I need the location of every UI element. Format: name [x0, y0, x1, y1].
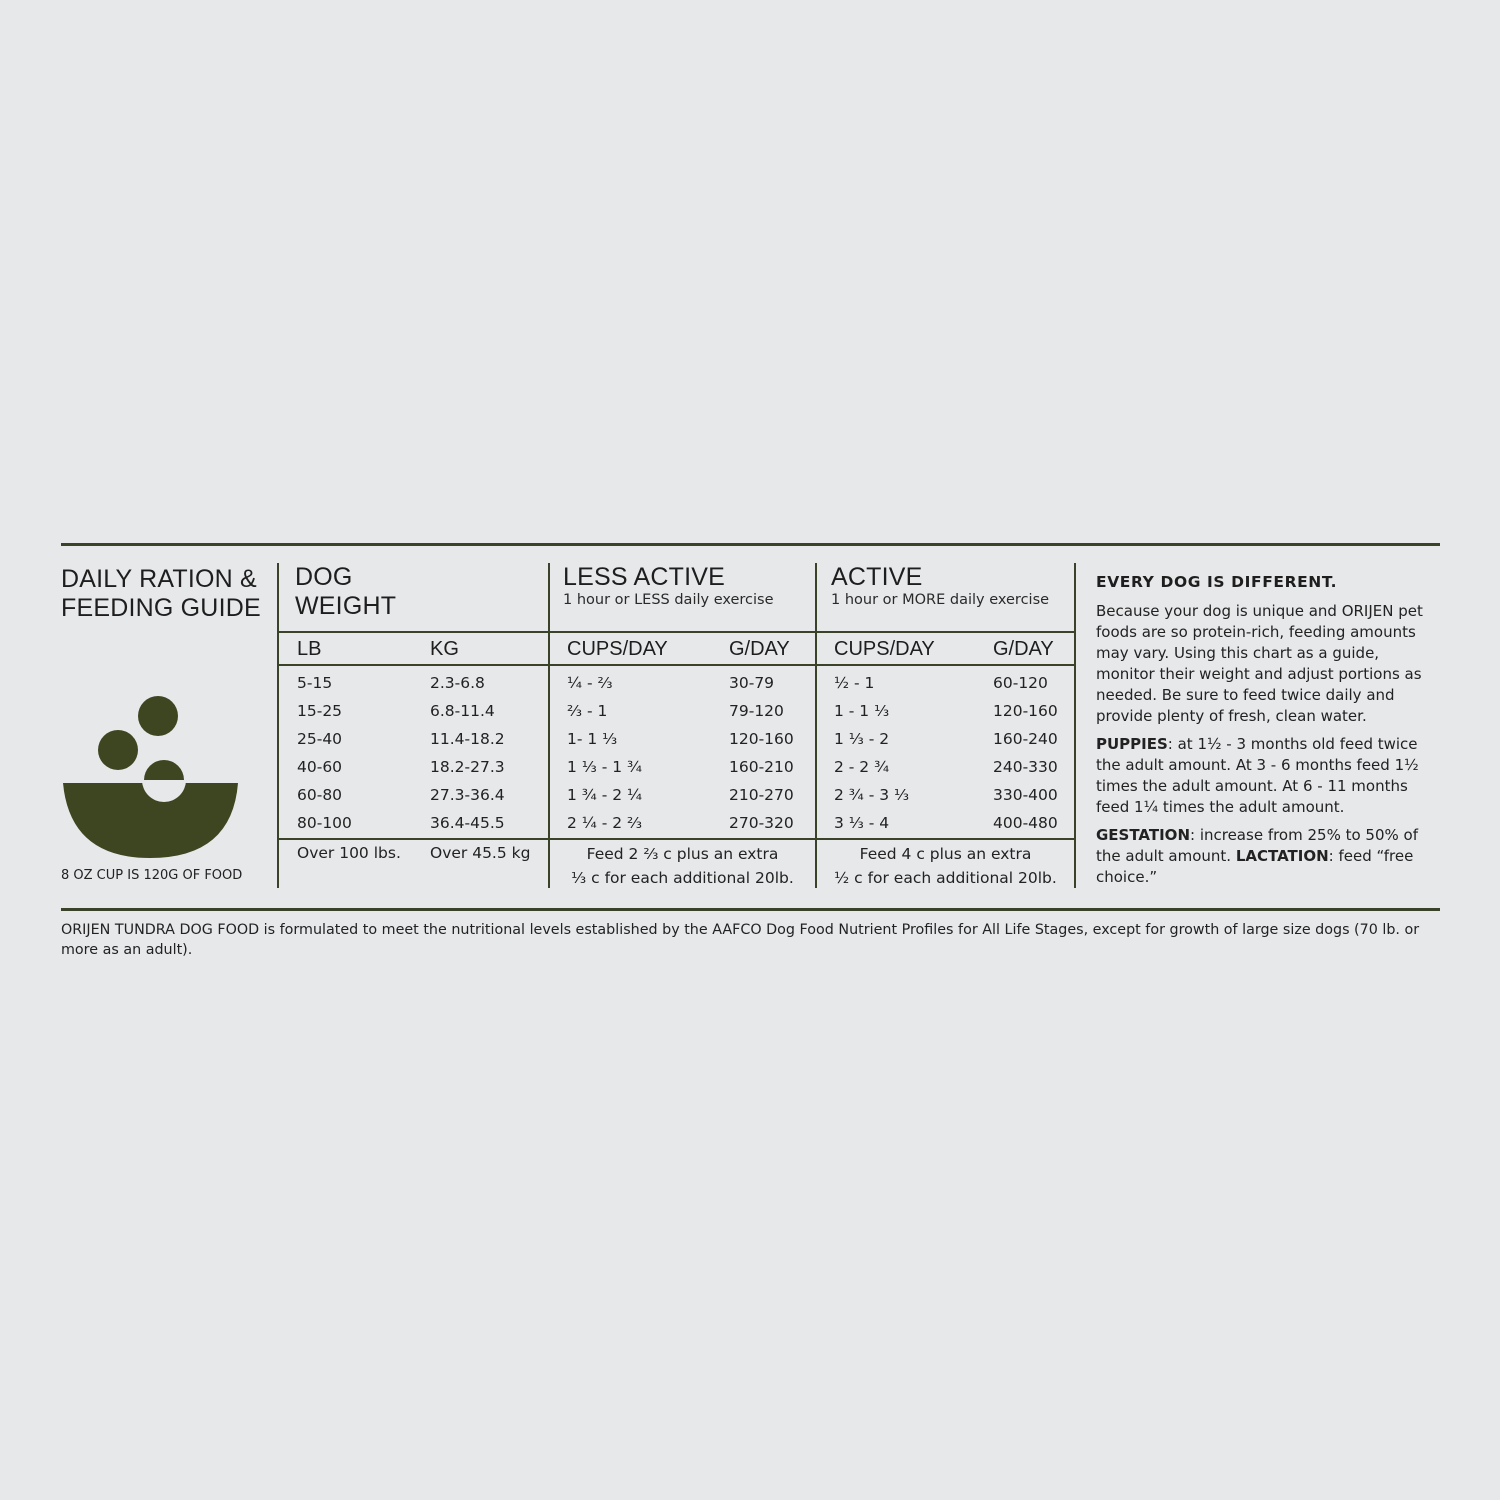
- cup-note: 8 OZ CUP IS 120G OF FOOD: [61, 868, 243, 883]
- active-extra-note: Feed 4 c plus an extra ½ c for each additional 20lb.: [834, 845, 1057, 887]
- cell-lb: 5-15: [297, 674, 333, 692]
- less-active-extra-note: Feed 2 ⅔ c plus an extra ⅓ c for each additional 20lb.: [571, 845, 794, 887]
- kibble-icon: [138, 696, 178, 736]
- food-bowl-icon: [60, 690, 242, 865]
- cell-less-cups: 2 ¼ - 2 ⅔: [567, 814, 643, 832]
- cell-kg: 36.4-45.5: [430, 814, 505, 832]
- puppies-paragraph: PUPPIES: at 1½ - 3 months old feed twice the adult amount. At 3 - 6 months feed 1½ times the adult amount. At 6 - 11 months feed 1¼ times the adult amount.: [1096, 735, 1419, 816]
- col-header-lb: LB: [297, 638, 322, 660]
- cell-active-g: 60-120: [993, 674, 1048, 692]
- cell-active-g: 330-400: [993, 786, 1058, 804]
- cell-less-cups: ¼ - ⅔: [567, 674, 613, 692]
- active-title: ACTIVE: [831, 563, 923, 591]
- guide-title: DAILY RATION & FEEDING GUIDE: [61, 565, 261, 622]
- kibble-icon: [98, 730, 138, 770]
- cell-lb: 60-80: [297, 786, 343, 804]
- cell-less-g: 120-160: [729, 730, 794, 748]
- cell-less-cups: 1- 1 ⅓: [567, 730, 618, 748]
- over-row-lb: Over 100 lbs.: [297, 844, 401, 862]
- lactation-label: LACTATION: [1235, 847, 1329, 865]
- cell-kg: 27.3-36.4: [430, 786, 505, 804]
- puppies-label: PUPPIES: [1096, 735, 1168, 753]
- cell-lb: 80-100: [297, 814, 352, 832]
- col-header-kg: KG: [430, 638, 459, 660]
- cell-active-cups: 2 ¾ - 3 ⅓: [834, 786, 910, 804]
- col-header-active-cups: CUPS/DAY: [834, 638, 935, 660]
- cell-less-g: 79-120: [729, 702, 784, 720]
- cell-kg: 2.3-6.8: [430, 674, 485, 692]
- cell-active-cups: 3 ⅓ - 4: [834, 814, 890, 832]
- right-panel-heading: EVERY DOG IS DIFFERENT.: [1096, 573, 1338, 591]
- cell-kg: 18.2-27.3: [430, 758, 505, 776]
- cell-lb: 40-60: [297, 758, 343, 776]
- cell-less-g: 160-210: [729, 758, 794, 776]
- cell-kg: 6.8-11.4: [430, 702, 495, 720]
- col-header-less-cups: CUPS/DAY: [567, 638, 668, 660]
- cell-active-g: 240-330: [993, 758, 1058, 776]
- less-active-title: LESS ACTIVE: [563, 563, 725, 591]
- table-header-rule: [277, 631, 1076, 633]
- col-header-active-g: G/DAY: [993, 638, 1054, 660]
- cell-active-g: 160-240: [993, 730, 1058, 748]
- cell-less-g: 30-79: [729, 674, 775, 692]
- top-rule: [61, 543, 1440, 546]
- cell-kg: 11.4-18.2: [430, 730, 505, 748]
- cell-lb: 25-40: [297, 730, 343, 748]
- cell-active-g: 120-160: [993, 702, 1058, 720]
- cell-less-cups: ⅔ - 1: [567, 702, 608, 720]
- gestation-paragraph: GESTATION: increase from 25% to 50% of the adult amount. LACTATION: feed “free choice.”: [1096, 826, 1418, 886]
- cell-less-cups: 1 ¾ - 2 ¼: [567, 786, 643, 804]
- gestation-label: GESTATION: [1096, 826, 1190, 844]
- footer-disclaimer: ORIJEN TUNDRA DOG FOOD is formulated to meet the nutritional levels established by the AAFCO Dog Food Nutrient Profiles for All Life Stages, except for growth of large size dogs (70 lb. or more as an adult).: [61, 922, 1420, 958]
- cell-lb: 15-25: [297, 702, 343, 720]
- right-panel-intro: Because your dog is unique and ORIJEN pet foods are so protein-rich, feeding amounts may vary. Using this chart as a guide, monitor their weight and adjust portions as needed. Be sure to feed twice daily and provide plenty of fresh, clean water.: [1096, 602, 1423, 725]
- cell-active-cups: 2 - 2 ¾: [834, 758, 890, 776]
- col-header-less-g: G/DAY: [729, 638, 790, 660]
- cell-active-cups: 1 - 1 ⅓: [834, 702, 890, 720]
- active-subtitle: 1 hour or MORE daily exercise: [831, 592, 1050, 608]
- over-row-kg: Over 45.5 kg: [430, 844, 531, 862]
- less-active-subtitle: 1 hour or LESS daily exercise: [563, 592, 774, 608]
- cell-active-cups: 1 ⅓ - 2: [834, 730, 890, 748]
- table-header-rule: [277, 664, 1076, 666]
- cell-less-cups: 1 ⅓ - 1 ¾: [567, 758, 643, 776]
- cell-less-g: 210-270: [729, 786, 794, 804]
- dog-weight-title: DOG WEIGHT: [295, 563, 397, 620]
- bottom-rule: [61, 908, 1440, 911]
- cell-active-g: 400-480: [993, 814, 1058, 832]
- table-over-rule: [277, 838, 1076, 840]
- cell-active-cups: ½ - 1: [834, 674, 875, 692]
- cell-less-g: 270-320: [729, 814, 794, 832]
